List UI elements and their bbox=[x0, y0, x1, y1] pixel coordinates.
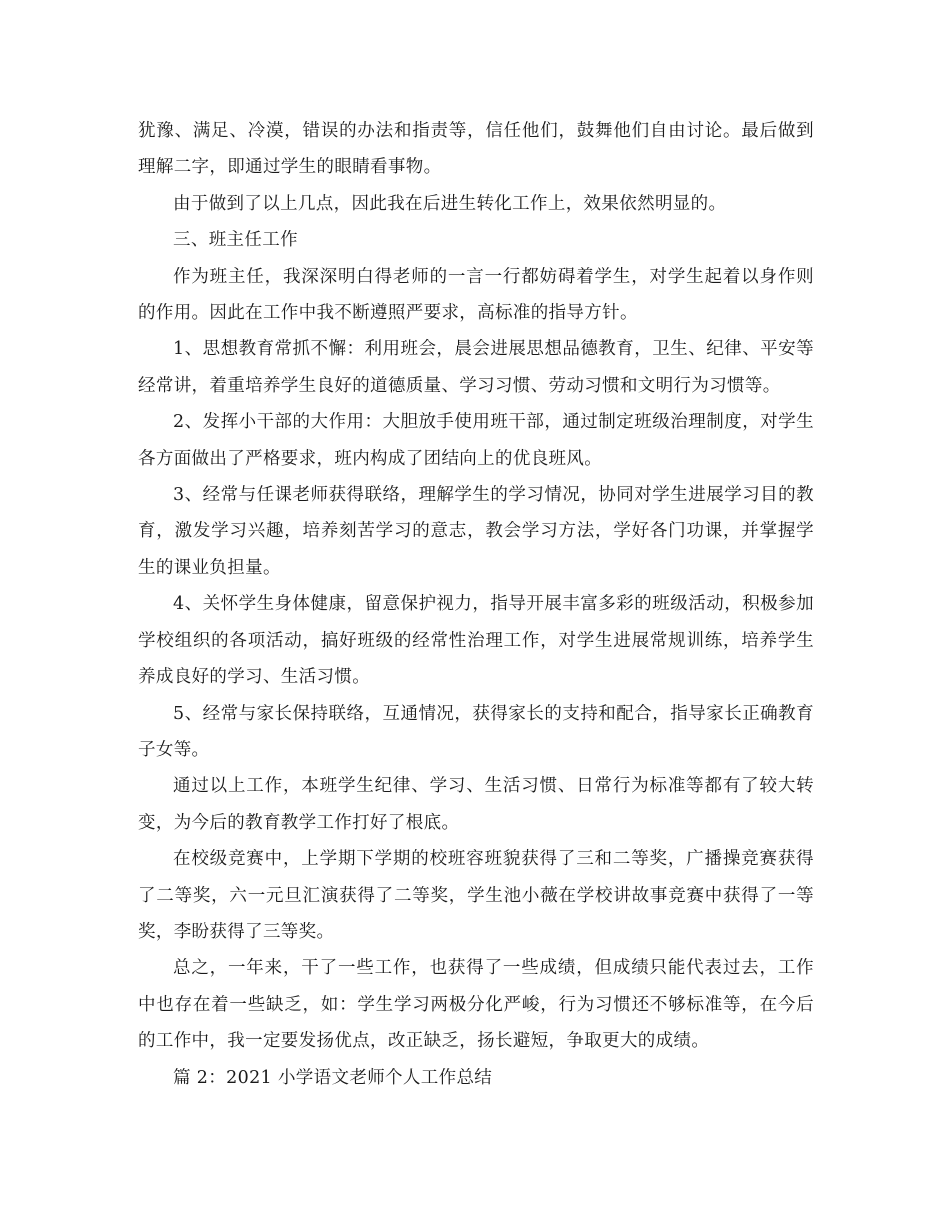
section-heading: 三、班主任工作 bbox=[173, 230, 298, 251]
paragraph: 作为班主任，我深深明白得老师的一言一行都妨碍着学生，对学生起着以身作则的作用。因此在工作中我不断遵照严要求，高标准的指导方针。 bbox=[138, 266, 814, 324]
list-item: 4、关怀学生身体健康，留意保护视力，指导开展丰富多彩的班级活动，积极参加学校组织的各项活动，搞好班级的经常性治理工作，对学生进展常规训练，培养学生养成良好的学习、生活习惯。 bbox=[138, 594, 814, 688]
list-item: 5、经常与家长保持联络，互通情况，获得家长的支持和配合，指导家长正确教育子女等。 bbox=[138, 703, 814, 760]
document-body bbox=[138, 113, 814, 1096]
list-item: 2、发挥小干部的大作用：大胆放手使用班干部，通过制定班级治理制度，对学生各方面做出了严格要求，班内构成了团结向上的优良班风。 bbox=[138, 412, 814, 469]
list-item: 3、经常与任课老师获得联络，理解学生的学习情况，协同对学生进展学习目的教育，激发学习兴趣，培养刻苦学习的意志，教会学习方法，学好各门功课，并掌握学生的课业负担量。 bbox=[138, 485, 814, 578]
paragraph-continuation: 犹豫、满足、冷漠，错误的办法和指责等，信任他们，鼓舞他们自由讨论。最后做到理解二字，即通过学生的眼睛看事物。 bbox=[138, 121, 814, 178]
paragraph: 在校级竞赛中，上学期下学期的校班容班貌获得了三和二等奖，广播操竞赛获得了二等奖，六一元旦汇演获得了二等奖，学生池小薇在学校讲故事竞赛中获得了一等奖，李盼获得了三等奖。 bbox=[138, 849, 814, 942]
paragraph: 总之，一年来，干了一些工作，也获得了一些成绩，但成绩只能代表过去，工作中也存在着一些缺乏，如：学生学习两极分化严峻，行为习惯还不够标准等，在今后的工作中，我一定要发扬优点，改正缺乏，扬长避短，争取更大的成绩。 bbox=[138, 958, 814, 1052]
paragraph: 由于做到了以上几点，因此我在后进生转化工作上，效果依然明显的。 bbox=[173, 193, 727, 214]
list-item: 1、思想教育常抓不懈：利用班会，晨会进展思想品德教育，卫生、纪律、平安等经常讲，着重培养学生良好的道德质量、学习习惯、劳动习惯和文明行为习惯等。 bbox=[138, 339, 814, 396]
paragraph: 通过以上工作，本班学生纪律、学习、生活习惯、日常行为标准等都有了较大转变，为今后的教育教学工作打好了根底。 bbox=[138, 776, 814, 833]
article-heading: 篇 2：2021 小学语文老师个人工作总结 bbox=[173, 1067, 493, 1088]
